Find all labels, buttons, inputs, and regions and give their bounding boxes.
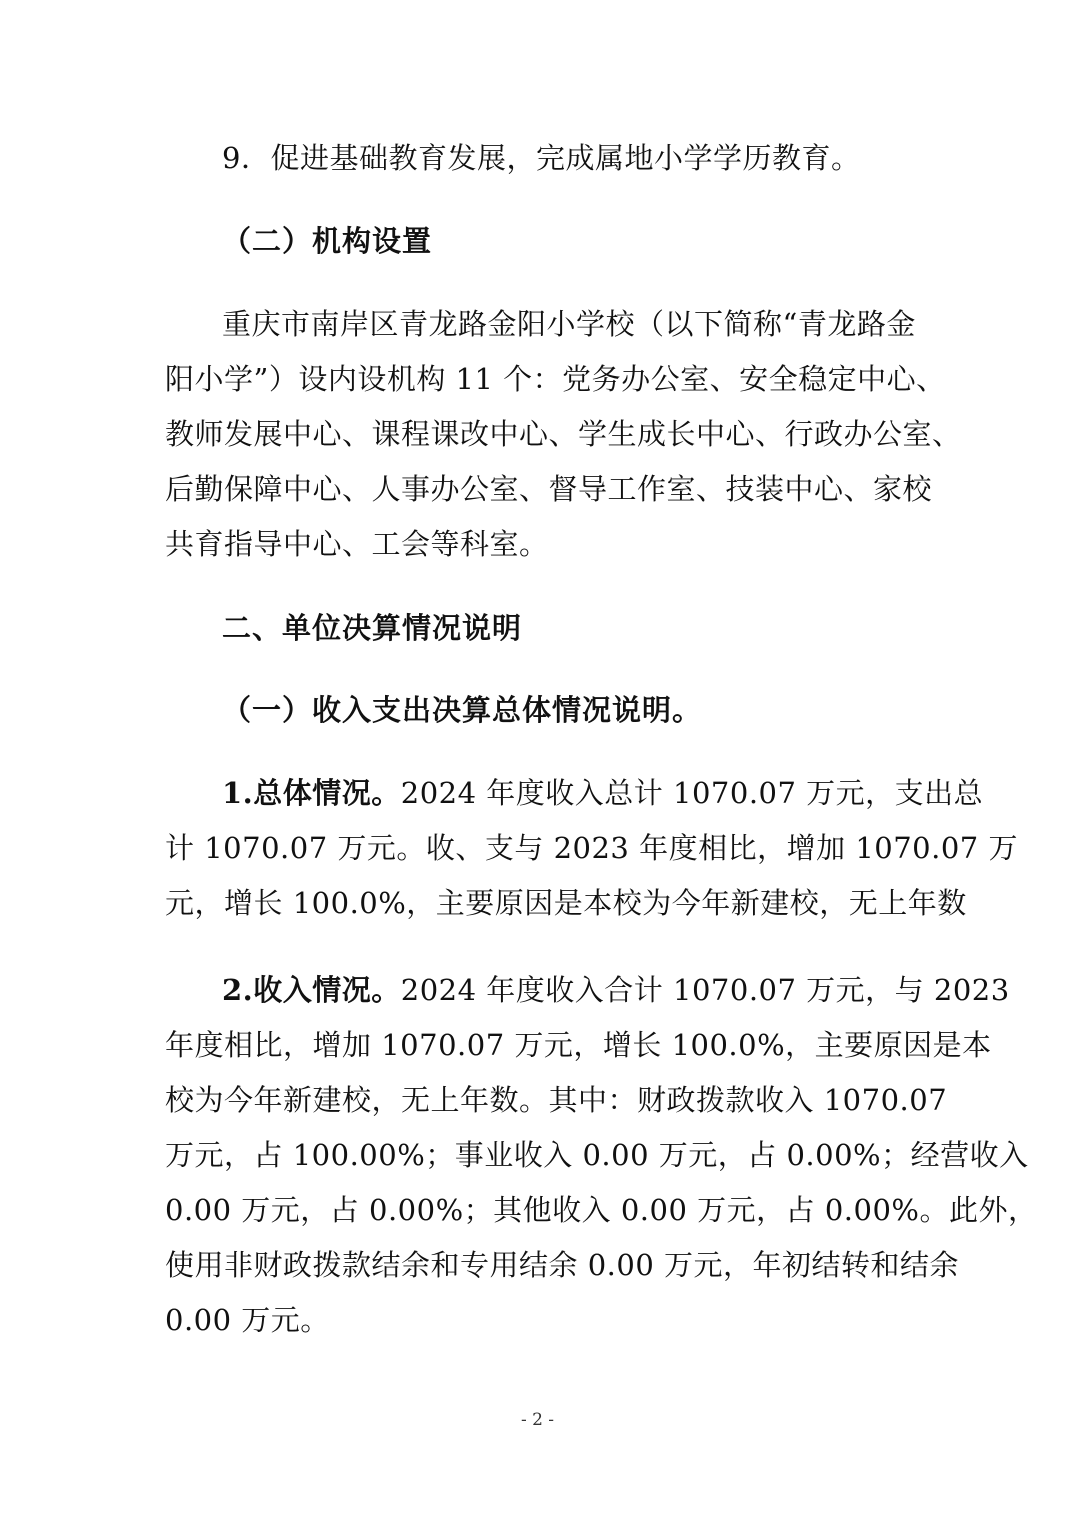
org-paragraph-line-1: 重庆市南岸区青龙路金阳小学校（以下简称“青龙路金 bbox=[222, 307, 916, 341]
org-paragraph-line-5: 共育指导中心、工会等科室。 bbox=[165, 527, 549, 561]
subsection-heading-income-expense: （一）收入支出决算总体情况说明。 bbox=[222, 693, 703, 727]
overall-line-2: 计 1070.07 万元。收、支与 2023 年度相比，增加 1070.07 万 bbox=[165, 831, 1018, 865]
org-paragraph-line-2: 阳小学”）设内设机构 11 个：党务办公室、安全稳定中心、 bbox=[165, 362, 946, 396]
overall-line-1 bbox=[222, 773, 984, 813]
org-paragraph-line-4: 后勤保障中心、人事办公室、督导工作室、技装中心、家校 bbox=[165, 472, 933, 506]
income-line-1 bbox=[222, 970, 1010, 1010]
income-label: 2.收入情况。 bbox=[222, 973, 401, 1007]
income-line-5: 0.00 万元，占 0.00%；其他收入 0.00 万元，占 0.00%。此外， bbox=[165, 1193, 1038, 1227]
income-line-2: 年度相比，增加 1070.07 万元，增长 100.0%，主要原因是本 bbox=[165, 1028, 992, 1062]
income-line-6: 使用非财政拨款结余和专用结余 0.00 万元，年初结转和结余 bbox=[165, 1248, 960, 1282]
income-line-1-text: 2024 年度收入合计 1070.07 万元，与 2023 bbox=[400, 973, 1010, 1007]
item-9-text: 9．促进基础教育发展，完成属地小学学历教育。 bbox=[222, 141, 861, 175]
income-line-3: 校为今年新建校，无上年数。其中：财政拨款收入 1070.07 bbox=[165, 1083, 948, 1117]
section-heading-org-setup: （二）机构设置 bbox=[222, 224, 433, 258]
overall-line-1-text: 2024 年度收入总计 1070.07 万元，支出总 bbox=[400, 776, 984, 810]
income-line-7: 0.00 万元。 bbox=[165, 1303, 330, 1337]
overall-line-3: 元，增长 100.0%，主要原因是本校为今年新建校，无上年数 bbox=[165, 886, 967, 920]
org-paragraph-line-3: 教师发展中心、课程课改中心、学生成长中心、行政办公室、 bbox=[165, 417, 962, 451]
income-line-4: 万元，占 100.00%；事业收入 0.00 万元，占 0.00%；经营收入 bbox=[165, 1138, 1029, 1172]
page-number: - 2 - bbox=[520, 1410, 555, 1430]
overall-label: 1.总体情况。 bbox=[222, 776, 401, 810]
part-2-heading: 二、单位决算情况说明 bbox=[222, 611, 523, 645]
